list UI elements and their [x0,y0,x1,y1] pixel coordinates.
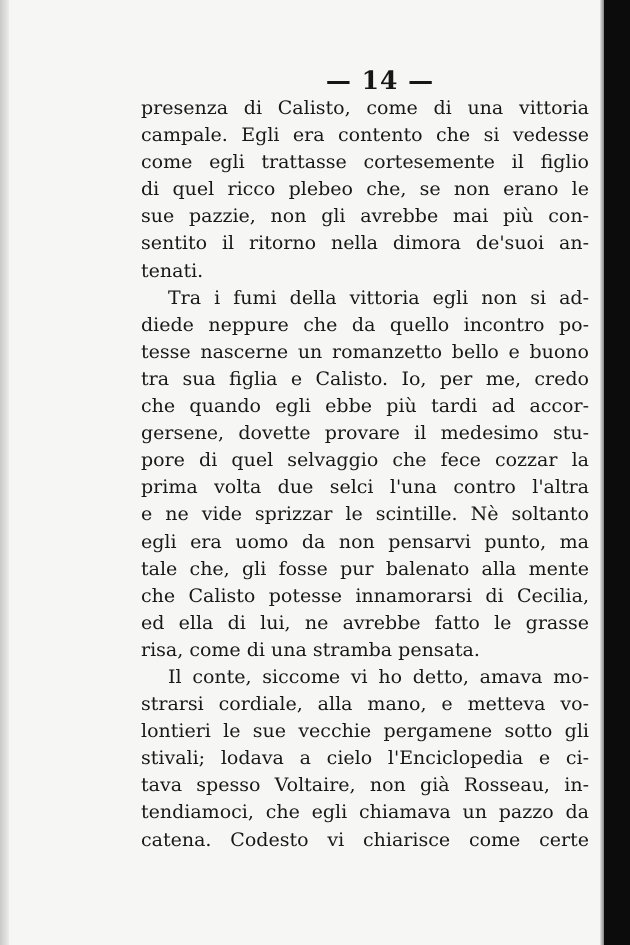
text-line: sentito il ritorno nella dimora de'suoi an- [141,232,589,255]
text-line: tendiamoci, che egli chiamava un pazzo da [141,801,589,824]
text-line: tale che, gli fosse pur balenato alla mente [141,557,589,580]
text-line: pore di quel selvaggio che fece cozzar la [141,449,589,472]
text-line: gersene, dovette provare il medesimo stu- [141,422,589,445]
text-line: che Calisto potesse innamorarsi di Cecilia, [141,584,589,607]
text-line: tenati. [141,259,204,282]
text-line: ed ella di lui, ne avrebbe fatto le grasse [141,611,589,634]
body-text [141,95,589,854]
text-line: prima volta due selci l'una contro l'altra [141,476,589,499]
text-line: Il conte, siccome vi ho detto, amava mo- [168,665,589,688]
text-line: che quando egli ebbe più tardi ad accor- [141,395,589,418]
text-line: stivali; lodava a cielo l'Enciclopedia e ci- [141,747,589,770]
page-left-edge [0,0,9,945]
text-line: tra sua figlia e Calisto. Io, per me, credo [141,367,589,390]
text-line: presenza di Calisto, come di una vittoria [141,97,589,119]
text-line: risa, come di una stramba pensata. [141,638,480,661]
paragraph [141,285,589,664]
text-line: sue pazzie, non gli avrebbe mai più con- [141,205,589,228]
text-line: e ne vide sprizzar le scintille. Nè soltanto [141,503,589,526]
text-line: come egli trattasse cortesemente il figlio [141,151,589,174]
paragraph [141,95,589,285]
text-line: tesse nascerne un romanzetto bello e buono [141,340,589,363]
text-line: diede neppure che da quello incontro po- [141,313,589,336]
text-line: strarsi cordiale, alla mano, e metteva vo- [141,693,589,716]
paragraph [141,664,589,854]
text-line: catena. Codesto vi chiarisce come certe [141,828,589,851]
text-line: lontieri le sue vecchie pergamene sotto gli [141,720,589,743]
text-line: egli era uomo da non pensarvi punto, ma [141,530,589,553]
text-line: tava spesso Voltaire, non già Rosseau, in- [141,774,589,797]
text-line: di quel ricco plebeo che, se non erano le [141,178,589,201]
page-number: — 14 — [325,66,435,95]
text-line: Tra i fumi della vittoria egli non si ad- [168,286,589,309]
text-line: campale. Egli era contento che si vedesse [141,124,589,147]
binding-shadow [604,0,630,945]
